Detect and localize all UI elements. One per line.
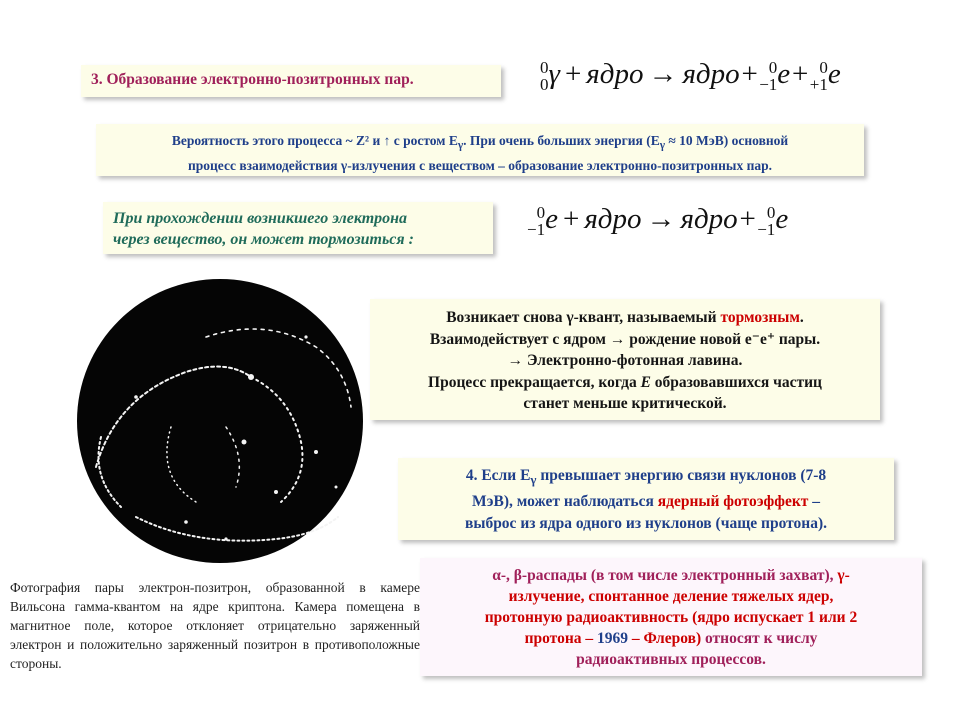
- gamma-symbol: γ: [548, 58, 560, 90]
- formula-pair-production: 0 0 γ + ядро → ядро+ 0 −1 e+ 0 +1 e: [540, 58, 841, 95]
- photoeffect-box: 4. Если $E_\gamma$ превышает энергию связи нуклонов (7-8 МэВ), может наблюдаться ядерный фотоэффект – выброс из ядра одного из нуклонов (чаще протона).: [398, 458, 894, 540]
- electron-box: [103, 202, 493, 254]
- probability-line2: процесс взаимодействия γ-излучения с веществом – образование электронно-позитронных пар.: [187, 157, 772, 173]
- bremsstrahlung-box: Возникает снова γ-квант, называемый тормозным. Взаимодействует с ядром → рождение новой e⁻e⁺ пары. → Электронно-фотонная лавина. Процесс прекращается, когда E образовавшихся частиц станет меньше критической.: [370, 299, 880, 420]
- section3-title-box: [81, 65, 501, 97]
- electron-line2: через вещество, он может тормозиться :: [113, 231, 414, 248]
- gamma-isotope: 0 0: [540, 58, 549, 95]
- decay-box: α-, β-распады (в том числе электронный захват), γ- излучение, спонтанное деление тяжелых ядер, протонную радиоактивность (ядро испускает 1 или 2 протона – 1969 – Флеров) относят к числу радиоактивных процессов.: [420, 558, 922, 676]
- electron-line1: При прохождении возникшего электрона: [113, 210, 408, 227]
- cloud-chamber-photo: [76, 277, 366, 565]
- bremsstrahlung-term: тормозным: [720, 309, 800, 326]
- photo-caption: Фотография пары электрон-позитрон, образованной в камере Вильсона гамма-квантом на ядре криптона. Камера помещена в магнитное поле, которое отклоняет отрицательно заряженный электрон и положительно заряженный позитрон в противоположные стороны.: [10, 580, 420, 671]
- arrow: →: [646, 203, 676, 235]
- probability-line1: Вероятность этого процесса ~ Z² и ↑ с ростом $E_\gamma$. При очень больших энергия ($E_\gamma \approx 10$ МэВ) основной: [171, 133, 789, 152]
- probability-box: [96, 124, 864, 176]
- photoeffect-term: ядерный фотоэффект: [657, 493, 809, 511]
- formula-bremsstrahlung: 0 −1 e + ядро → ядро+ 0 −1 e: [527, 203, 789, 240]
- section3-title: 3. Образование электронно-позитронных пар.: [91, 71, 414, 88]
- arrow: →: [648, 58, 678, 90]
